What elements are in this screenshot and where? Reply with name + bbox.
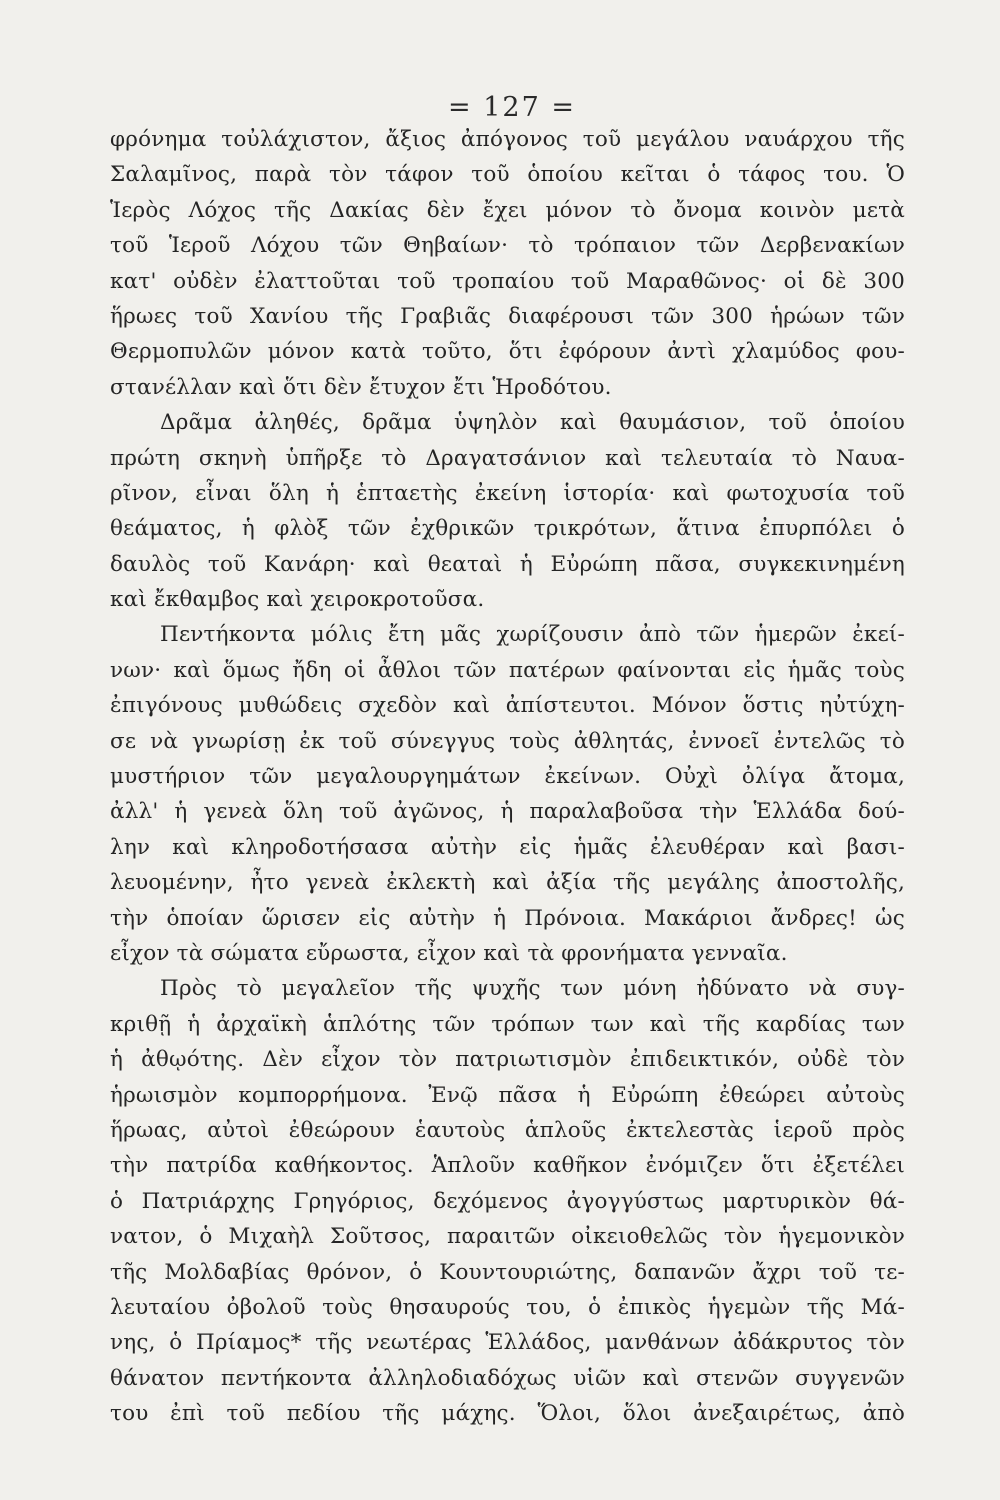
text-line: μυστήριον τῶν μεγαλουργημάτων ἐκείνων. Οὐχὶ ὀλίγα ἄτομα,: [110, 764, 905, 790]
text-line: κριθῇ ἡ ἀρχαϊκὴ ἁπλότης τῶν τρόπων των καὶ τῆς καρδίας των: [110, 1011, 905, 1037]
text-line: κατ' οὐδὲν ἐλαττοῦται τοῦ τροπαίου τοῦ Μαραθῶνος· οἱ δὲ 300: [110, 268, 905, 294]
text-line: πρώτη σκηνὴ ὑπῆρξε τὸ Δραγατσάνιον καὶ τελευταία τὸ Ναυα-: [110, 445, 905, 471]
text-line: λην καὶ κληροδοτήσασα αὐτὴν εἰς ἡμᾶς ἐλευθέραν καὶ βασι-: [110, 834, 905, 860]
text-line: ἥρωες τοῦ Χανίου τῆς Γραβιᾶς διαφέρουσι τῶν 300 ἡρώων τῶν: [110, 303, 905, 329]
text-line: θεάματος, ἡ φλὸξ τῶν ἐχθρικῶν τρικρότων, ἅτινα ἐπυρπόλει ὁ: [110, 516, 905, 542]
text-line: Σαλαμῖνος, παρὰ τὸν τάφον τοῦ ὁποίου κεῖται ὁ τάφος του. Ὁ: [110, 162, 905, 188]
text-line: του ἐπὶ τοῦ πεδίου τῆς μάχης. Ὅλοι, ὅλοι ἀνεξαιρέτως, ἀπὸ: [110, 1401, 905, 1427]
text-line: στανέλλαν καὶ ὅτι δὲν ἔτυχον ἔτι Ἡροδότου.: [110, 374, 612, 400]
paragraph-first-line: Δρᾶμα ἀληθές, δρᾶμα ὑψηλὸν καὶ θαυμάσιον, τοῦ ὁποίου: [160, 410, 905, 436]
text-line: λευομένην, ἦτο γενεὰ ἐκλεκτὴ καὶ ἀξία τῆς μεγάλης ἀποστολῆς,: [110, 870, 905, 896]
text-line: ἀλλ' ἡ γενεὰ ὅλη τοῦ ἀγῶνος, ἡ παραλαβοῦσα τὴν Ἑλλάδα δού-: [110, 799, 905, 825]
text-line: Θερμοπυλῶν μόνον κατὰ τοῦτο, ὅτι ἐφόρουν ἀντὶ χλαμύδος φου-: [110, 339, 905, 365]
text-line: δαυλὸς τοῦ Κανάρη· καὶ θεαταὶ ἡ Εὐρώπη πᾶσα, συγκεκινημένη: [110, 551, 905, 577]
text-line: τοῦ Ἱεροῦ Λόχου τῶν Θηβαίων· τὸ τρόπαιον τῶν Δερβενακίων: [110, 233, 905, 259]
text-line: τῆς Μολδαβίας θρόνον, ὁ Κουντουριώτης, δαπανῶν ἄχρι τοῦ τε-: [110, 1259, 905, 1285]
text-line: ρῖνον, εἶναι ὅλη ἡ ἑπταετὴς ἐκείνη ἱστορία· καὶ φωτοχυσία τοῦ: [110, 480, 905, 506]
text-line: εἶχον τὰ σώματα εὔρωστα, εἶχον καὶ τὰ φρονήματα γενναῖα.: [110, 940, 788, 966]
text-line: νης, ὁ Πρίαμος* τῆς νεωτέρας Ἑλλάδος, μανθάνων ἀδάκρυτος τὸν: [110, 1330, 905, 1356]
text-line: τὴν ὁποίαν ὥρισεν εἰς αὐτὴν ἡ Πρόνοια. Μακάριοι ἄνδρες! ὡς: [110, 905, 905, 931]
text-line: νατον, ὁ Μιχαὴλ Σοῦτσος, παραιτῶν οἰκειοθελῶς τὸν ἡγεμονικὸν: [110, 1224, 905, 1250]
text-line: θάνατον πεντήκοντα ἀλληλοδιαδόχως υἱῶν καὶ στενῶν συγγενῶν: [110, 1365, 905, 1391]
text-line: φρόνημα τοὐλάχιστον, ἄξιος ἀπόγονος τοῦ μεγάλου ναυάρχου τῆς: [110, 127, 905, 152]
paragraph-first-line: Πεντήκοντα μόλις ἔτη μᾶς χωρίζουσιν ἀπὸ τῶν ἡμερῶν ἐκεί-: [160, 622, 905, 648]
body-text: [110, 122, 905, 1431]
text-line: ἡ ἀθῳότης. Δὲν εἶχον τὸν πατριωτισμὸν ἐπιδεικτικόν, οὐδὲ τὸν: [110, 1047, 905, 1073]
text-line: ἐπιγόνους μυθώδεις σχεδὸν καὶ ἀπίστευτοι. Μόνον ὅστις ηὐτύχη-: [110, 693, 905, 719]
text-line: λευταίου ὀβολοῦ τοὺς θησαυρούς του, ὁ ἐπικὸς ἡγεμὼν τῆς Μά-: [110, 1294, 905, 1320]
text-line: Ἱερὸς Λόχος τῆς Δακίας δὲν ἔχει μόνον τὸ ὄνομα κοινὸν μετὰ: [110, 197, 905, 223]
text-line: σε νὰ γνωρίσῃ ἐκ τοῦ σύνεγγυς τοὺς ἀθλητάς, ἐννοεῖ ἐντελῶς τὸ: [110, 728, 905, 754]
text-line: ἥρωας, αὐτοὶ ἐθεώρουν ἑαυτοὺς ἁπλοῦς ἐκτελεστὰς ἱεροῦ πρὸς: [110, 1117, 905, 1143]
page-number: = 127 =: [448, 92, 576, 123]
text-line: νων· καὶ ὅμως ἤδη οἱ ἆθλοι τῶν πατέρων φαίνονται εἰς ἡμᾶς τοὺς: [110, 657, 905, 683]
paragraph-first-line: Πρὸς τὸ μεγαλεῖον τῆς ψυχῆς των μόνη ἠδύνατο νὰ συγ-: [160, 976, 905, 1002]
text-line: καὶ ἔκθαμβος καὶ χειροκροτοῦσα.: [110, 587, 485, 613]
text-line: ὁ Πατριάρχης Γρηγόριος, δεχόμενος ἀγογγύστως μαρτυρικὸν θά-: [110, 1188, 905, 1214]
text-line: ἡρωισμὸν κομπορρήμονα. Ἐνῷ πᾶσα ἡ Εὐρώπη ἐθεώρει αὐτοὺς: [110, 1082, 905, 1108]
text-line: τὴν πατρίδα καθήκοντος. Ἁπλοῦν καθῆκον ἐνόμιζεν ὅτι ἐξετέλει: [110, 1153, 905, 1179]
